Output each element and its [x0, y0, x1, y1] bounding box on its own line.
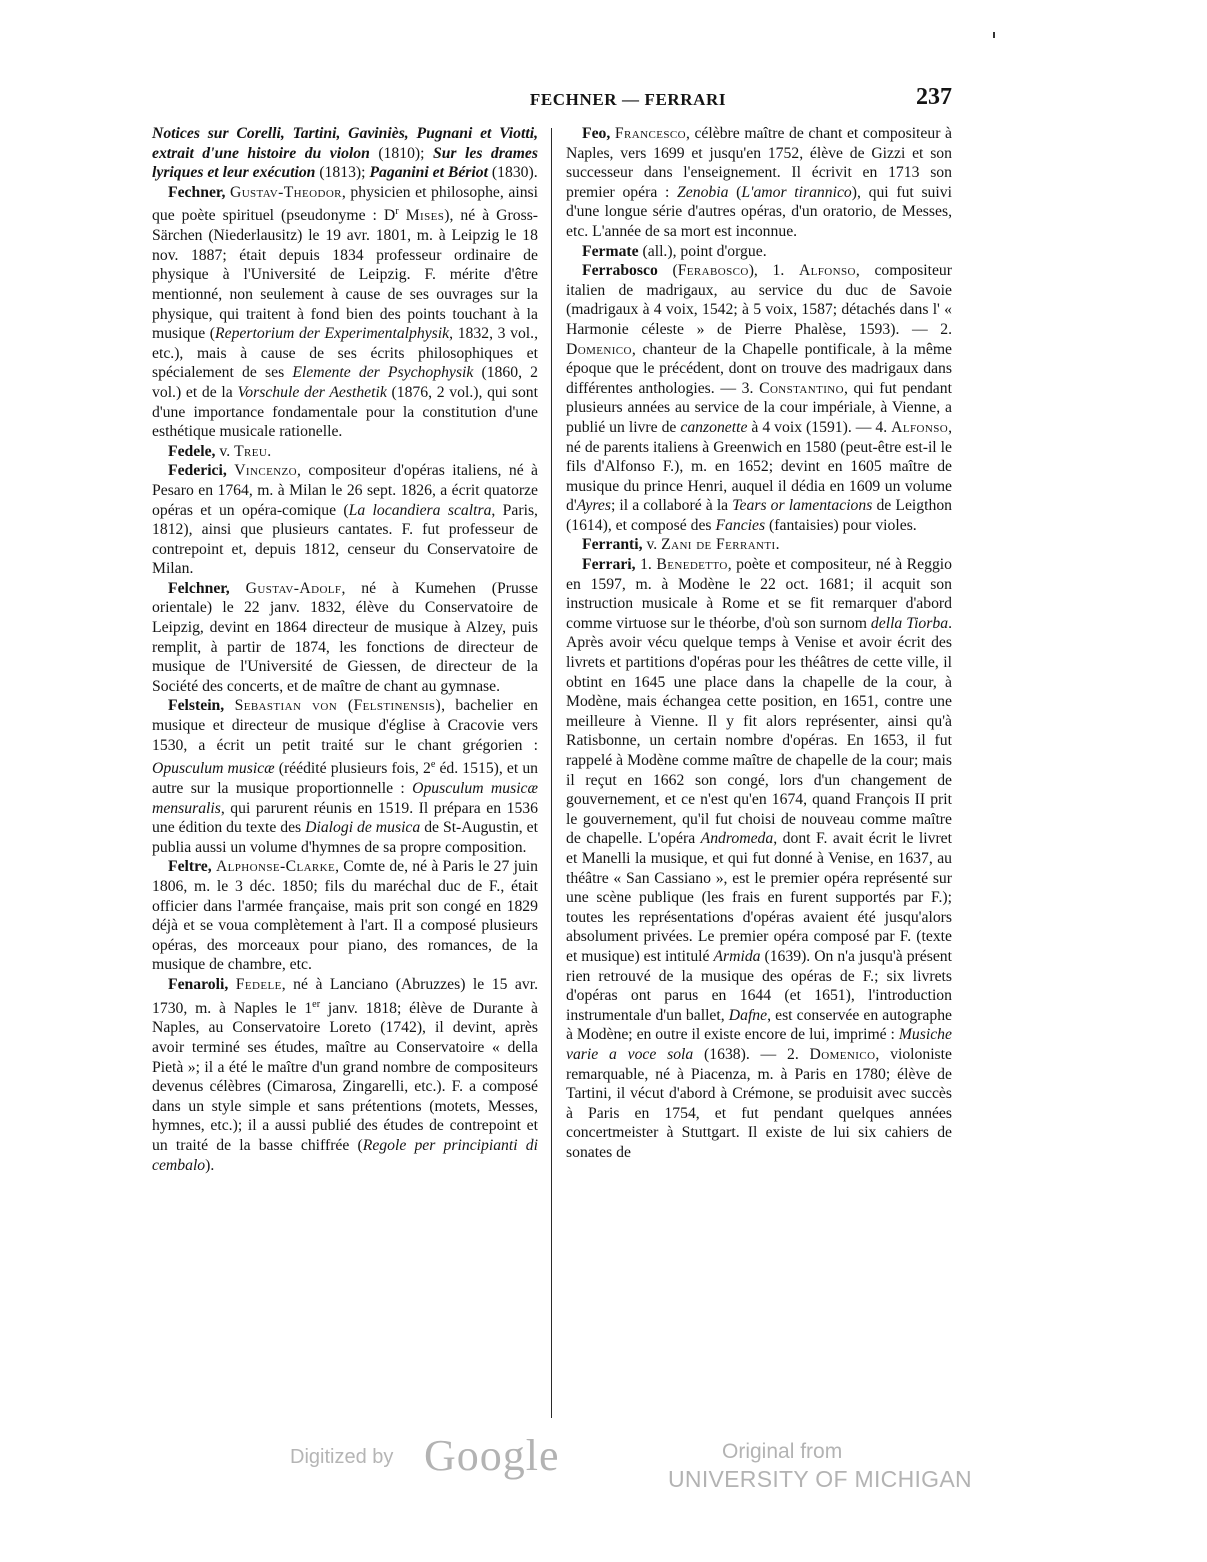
- entry-text: .: [267, 442, 272, 460]
- entry: [152, 857, 538, 975]
- entry-text: (1639). On n'a jusqu'à présent rien retrouvé de la musique des opéras de F.; six livrets d'opéras ont parus en 1644 (et 1651), l'introduction instrumentale d'un ballet,: [566, 947, 952, 1024]
- entry-text: Constantino: [759, 379, 844, 397]
- entry-text: Ayres: [576, 497, 611, 515]
- entry-text: (1876, 2 vol.), qui sont d'une importance fondamentale pour la constitution d'une esthétique musicale rationelle.: [152, 383, 538, 441]
- entry-text: [399, 208, 406, 225]
- entry-text: La locandiera scaltra: [348, 501, 492, 519]
- entry: [152, 696, 538, 857]
- page-number: 237: [916, 84, 952, 110]
- entry-text: , né à Lanciano (Abruzzes) le 15 avr. 1730, m. à Naples le 1: [152, 976, 538, 1017]
- entry-headword: Felstein,: [168, 697, 225, 715]
- entry-text: v.: [642, 536, 662, 554]
- entry-text: Vincenzo: [234, 462, 298, 480]
- entry-text: , compositeur d'opéras italiens, né à Pesaro en 1764, m. à Milan le 26 sept. 1826, a écrit quatorze opéras et un opéra-comique (: [152, 462, 538, 519]
- entry-text: , né de parents italiens à Greenwich en 1580 (peut-être est-il le fils d'Alfonso F.), m. en 1652; devint en 1605 maître de musique du prince Henri, auquel il dédia en 1609 un volume d': [566, 418, 953, 515]
- entry-text: , physicien et philosophe, ainsi que poète spirituel (pseudonyme : D: [152, 183, 539, 225]
- entry-text: ; il a collaboré à la: [610, 497, 733, 515]
- entry-text: , Comte de, né à Paris le 27 juin 1806, m. le 3 déc. 1850; fils du maréchal duc de F., était officier dans l'armée française, mais prit son congé en 1829 déjà et se voua complètement à l'art. Il a composé plusieurs opéras, des morceaux pour piano, des romances, de la musique de chambre, etc.: [152, 858, 538, 974]
- entry-text: (: [657, 262, 678, 280]
- entry-headword: Ferranti,: [582, 536, 643, 554]
- entry-text: (1860, 2 vol.) et de la: [152, 364, 538, 401]
- entry-text: Benedetto: [656, 556, 728, 574]
- entry-text: ).: [205, 1156, 215, 1174]
- entry-text: Fancies: [715, 516, 766, 534]
- entry-text: Andromeda: [700, 830, 774, 848]
- entry-text: Fedele: [235, 976, 282, 993]
- entry-text: (all.), point d'orgue.: [638, 242, 767, 260]
- entry-text: (1810);: [369, 144, 433, 162]
- entry-text: Zani de Ferranti: [661, 536, 776, 554]
- right-column: [566, 124, 952, 1162]
- entry-text: Dafne: [728, 1006, 768, 1024]
- entry-text: ), qui fut suivi d'une longue série d'autres opéras, d'un oratorio, de Messes, etc. L'année de sa mort est inconnue.: [566, 183, 952, 240]
- entry-text: (: [728, 183, 742, 201]
- entry-text: , né à Kumehen (Prusse orientale) le 22 janv. 1832, élève du Conservatoire de Leipzig, devint en 1864 directeur de musique à Alzey, puis remplit, à partir de 1874, les fonctions de directeur de musique de l'Université de Giessen, de directeur de la Société des concerts, et de maître de chant au gymnase.: [152, 579, 538, 695]
- digitization-footer: [0, 1431, 1207, 1500]
- entry: [152, 183, 538, 442]
- entry-text: Zenobia: [677, 183, 729, 201]
- entry: [152, 124, 538, 183]
- entry-text: Ferabosco: [677, 262, 749, 280]
- entry-text: r: [395, 206, 399, 218]
- entry-headword: Feltre,: [168, 858, 212, 876]
- entry: [152, 579, 538, 697]
- entry-text: (réédité plusieurs fois, 2: [274, 760, 431, 778]
- entry-text: , célèbre maître de chant et compositeur à Naples, vers 1699 et jusqu'en 1752, élève de Gizzi et son successeur dans l'enseignement. Il écrivit en 1713 son premier opéra :: [566, 125, 953, 201]
- entry-text: canzonette: [680, 418, 748, 436]
- entry-text: Mises: [405, 207, 445, 225]
- entry: [152, 975, 538, 1175]
- entry-text: , dont F. avait écrit le livret et Manelli la musique, et qui fut donné à Venise, en 1637, au théâtre « San Cassiano », est le premier opéra représenté sur une scène publique (les frais en furent supportés par F.); toutes les représentations d'opéras avaient été jusqu'alors absolument privées. Le premier opéra composé par F. (texte et musique) est intitulé: [566, 830, 953, 965]
- entry-text: Musiche varie a voce sola: [566, 1026, 952, 1063]
- entry-text: Sebastian von (Felstinensis): [234, 697, 442, 715]
- entry-text: Notices sur Corelli, Tartini, Gaviniès, Pugnani et Viotti, extrait d'une histoire du violon: [152, 125, 538, 162]
- entry-text: (fantaisies) pour violes.: [765, 516, 917, 534]
- running-head: FECHNER — FERRARI: [529, 90, 727, 109]
- entry-text: Alfonso: [798, 262, 856, 280]
- entry-text: , est conservée en autographe à Modène; en outre il existe encore de lui, imprimé :: [566, 1006, 952, 1044]
- entry-headword: Ferrabosco: [582, 262, 658, 280]
- entry-text: Vorschule der Aesthetik: [237, 383, 387, 401]
- entry-text: (1813);: [315, 164, 370, 182]
- entry-text: Alfonso: [891, 418, 949, 436]
- entry-text: (1638). — 2.: [693, 1045, 810, 1063]
- entry-text: Gustav-Adolf: [245, 579, 342, 597]
- entry-text: Dialogi de musica: [305, 819, 421, 837]
- entry-text: Tears or lamentacions: [732, 497, 873, 515]
- entry-text: à 4 voix (1591). — 4.: [747, 418, 892, 436]
- left-column: [152, 124, 538, 1175]
- entry-text: Regole per principianti di cembalo: [152, 1136, 538, 1174]
- entry-text: Paganini et Bériot: [369, 164, 488, 182]
- page-header: [152, 86, 952, 118]
- entry: [566, 261, 952, 535]
- entry-text: er: [312, 998, 321, 1010]
- entry-text: ), né à Gross-Särchen (Niederlausitz) le 19 avr. 1801, m. à Leipzig le 18 nov. 1887; était depuis 1834 professeur ordinaire de physique à l'Université de Leipzig. F. mérite d'être mentionné, non seulement à cause de ses ouvrages sur la physique, qui traitent à fond bien des points touchant à la musique (: [152, 207, 539, 343]
- entry-headword: Feo,: [582, 125, 611, 142]
- entry-text: éd. 1515), et un autre sur la musique proportionnelle :: [152, 760, 539, 798]
- entry-text: Domenico: [809, 1045, 876, 1063]
- entry-text: de St-Augustin, et publia aussi un volume d'hymnes de sa propre composition.: [152, 819, 539, 856]
- entry-text: janv. 1818; élève de Durante à Naples, au Conservatoire Loreto (1742), il devint, après avoir terminé ses études, maître au Conservatoire « della Pietà »; il a été le maître d'un grand nombre de compositeurs devenus célèbres (Cimarosa, Zingarelli, etc.). F. a composé dans un style simple et sans prétentions (motets, Messes, hymnes, etc.); il a aussi publié des études de contrepoint et un traité de la basse chiffrée (: [152, 999, 538, 1154]
- entry-text: v.: [215, 442, 235, 460]
- entry-text: Armida: [713, 947, 761, 965]
- entry-text: , 1832, 3 vol., etc.), mais à cause de ses écrits philosophiques et spécialement de ses: [152, 325, 539, 382]
- university-label: UNIVERSITY OF MICHIGAN: [668, 1466, 972, 1492]
- entry-text: ), 1.: [748, 262, 799, 280]
- entry-text: , violoniste remarquable, né à Piacenza, m. à Paris en 1780; élève de Tartini, il vécut d'abord à Crémone, se produisit avec succès à Paris en 1754, et fut pendant quelques années concertmeister à Stuttgart. Il existe de lui six cahiers de sonates de: [566, 1045, 952, 1161]
- entry-text: .: [775, 536, 780, 554]
- entry-text: , qui fut pendant plusieurs années au service de la cour impériale, à Vienne, a publié un livre de: [566, 379, 952, 436]
- entry-text: , poète et compositeur, né à Reggio en 1597, m. à Modène le 22 oct. 1681; il acquit son instruction musicale à Rome et se fit remarquer d'abord comme virtuose sur le théorbe, d'où son surnom: [566, 556, 952, 632]
- entry-text: Alphonse-Clarke: [215, 858, 336, 876]
- entry-text: Gustav-Theodor: [229, 183, 342, 201]
- entry: [152, 442, 538, 462]
- entry-headword: Federici,: [168, 462, 227, 480]
- entry-text: , qui parurent réunis en 1519. Il prépara en 1536 une édition du texte des: [152, 799, 538, 837]
- entry-headword: Fenaroli,: [168, 976, 229, 993]
- entry: [152, 461, 538, 579]
- entry-headword: Fechner,: [168, 183, 226, 201]
- entry-text: Francesco: [614, 125, 686, 142]
- entry-headword: Fedele,: [168, 442, 216, 460]
- entry: [566, 242, 952, 262]
- entry-text: . Après avoir vécu quelque temps à Venise et avoir écrit des livrets et partitions d'opéras pour les théâtres de cette ville, il obtint en 1645 une place dans la chapelle de la cour, à Modène, mais échangea cette position, en 1651, contre une meilleure à Vienne. Il y fit alors représenter, ainsi qu'à Ratisbonne, un certain nombre d'opéras. En 1653, il fut rappelé à Modène comme maître de chapelle de la cour; mais il reçut en 1662 son congé, lors d'un changement de gouvernement, et ce n'est qu'en 1674, quand François II prit le gouvernement, qu'il fut choisi de nouveau comme maître de chapelle. L'opéra: [566, 614, 952, 848]
- entry-text: (1830).: [487, 164, 538, 182]
- entry-text: , Paris, 1812), ainsi que plusieurs cantates. F. fut professeur de contrepoint et, depuis 1812, censeur du Conservatoire de Milan.: [152, 501, 538, 578]
- entry-text: , chanteur de la Chapelle pontificale, à la même époque que le précédent, dont on trouve des madrigaux dans différentes anthologies. — 3.: [566, 340, 952, 397]
- entry-text: e: [430, 759, 436, 771]
- entry-text: della Tiorba: [870, 614, 949, 632]
- entry-text: Opusculum musicæ: [152, 760, 275, 778]
- entry-text: [224, 697, 234, 714]
- entry: [566, 555, 952, 1162]
- entry-headword: Ferrari,: [582, 556, 636, 574]
- entry-text: [230, 580, 246, 597]
- entry-text: de Leigthon (1614), et composé des: [566, 497, 953, 534]
- entry-text: Repertorium der Experimentalphysik: [215, 325, 450, 343]
- entry-text: Treu: [234, 442, 268, 460]
- entry-text: , compositeur italien de madrigaux, au service du duc de Savoie (madrigaux à 4 voix, 1542; à 5 voix, 1587; détachés dans l' « Harmonie céleste » de Pierre Phalèse, 1593). — 2.: [566, 262, 952, 338]
- entry-text: Opusculum musicæ mensuralis: [152, 780, 538, 817]
- entry-text: Elemente der Psychophysik: [292, 364, 474, 382]
- entry-text: , bachelier en musique et directeur de musique d'église à Cracovie vers 1530, a écrit un petit traité sur le chant grégorien :: [152, 697, 539, 754]
- entry: [566, 535, 952, 555]
- entry-text: Sur les drames lyriques et leur exécution: [152, 144, 538, 182]
- column-divider: [551, 128, 552, 1418]
- entry-text: 1.: [635, 556, 657, 574]
- entry-headword: Fermate: [582, 242, 639, 260]
- scan-mark: [993, 32, 995, 38]
- entry-text: [228, 976, 236, 993]
- entry-text: Domenico: [566, 340, 632, 358]
- original-from-label: Original from: [722, 1440, 843, 1463]
- entry-headword: Felchner,: [168, 579, 230, 597]
- entry-text: L'amor tirannico: [741, 183, 852, 201]
- google-logo: Google: [424, 1431, 560, 1480]
- entry: [566, 124, 952, 242]
- digitized-by-label: Digitized by: [290, 1446, 394, 1468]
